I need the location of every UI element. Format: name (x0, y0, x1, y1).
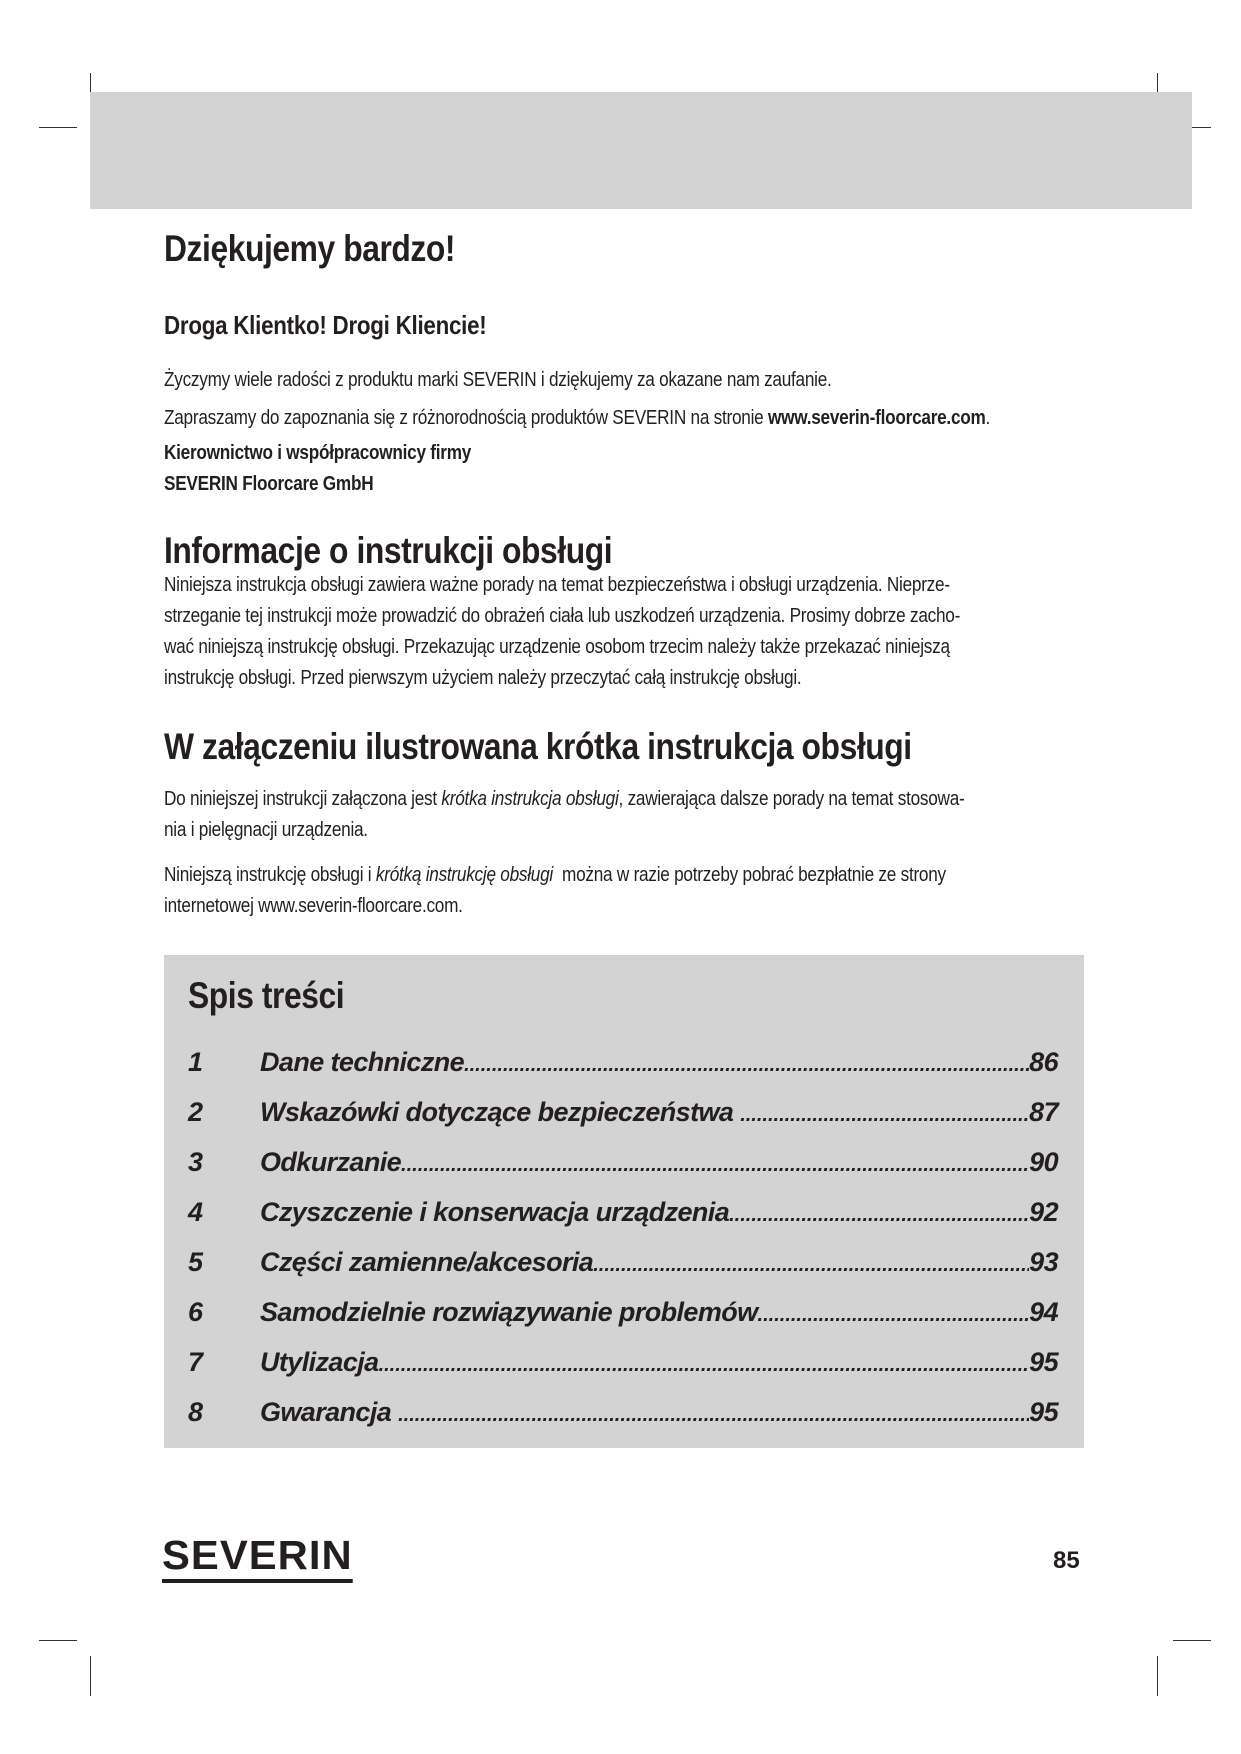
text: nia i pielęgnacji urządzenia. (164, 819, 368, 841)
paragraph-line: Niniejsza instrukcja obsługi zawiera ważne porady na temat bezpieczeństwa i obsługi urządzenia. Nieprze- (164, 574, 950, 596)
toc-page-number: 95 (1029, 1397, 1058, 1427)
toc-entry-title: Czyszczenie i konserwacja urządzenia (260, 1197, 730, 1227)
header-band (90, 92, 1192, 209)
dot-leader (593, 1254, 1029, 1277)
manual-info-paragraph (164, 570, 960, 694)
toc-entry[interactable] (188, 1247, 1058, 1287)
toc-number: 4 (188, 1197, 203, 1227)
toc-number: 2 (188, 1097, 203, 1127)
intro-line-1: Życzymy wiele radości z produktu marki SEVERIN i dziękujemy za okazane nam zaufanie. (164, 369, 832, 391)
intro-line-2-end: . (985, 407, 991, 429)
dot-leader (740, 1104, 1029, 1127)
toc-number: 5 (188, 1247, 203, 1277)
signature-line-2: SEVERIN Floorcare GmbH (164, 473, 374, 495)
paragraph-line: strzeganie tej instrukcji może prowadzić do obrażeń ciała lub uszkodzeń urządzenia. Prosimy dobrze zacho- (164, 605, 961, 627)
text: , zawierająca dalsze porady na temat stosowa- (618, 788, 965, 810)
toc-number: 8 (188, 1397, 203, 1427)
toc-entry[interactable] (188, 1347, 1058, 1387)
toc-title: Spis treści (188, 975, 345, 1016)
thanks-heading: Dziękujemy bardzo! (164, 228, 456, 269)
italic-text: krótka instrukcja obsługi (441, 788, 619, 810)
quick-guide-heading: W załączeniu ilustrowana krótka instrukcja obsługi (164, 726, 912, 767)
quick-guide-paragraph-1 (164, 784, 964, 846)
paragraph-line: wać niniejszą instrukcję obsługi. Przekazując urządzenie osobom trzecim należy także przekazać niniejszą (164, 636, 950, 658)
toc-entry[interactable] (188, 1047, 1058, 1087)
toc-page-number: 90 (1029, 1147, 1058, 1177)
intro-line-2 (164, 403, 990, 434)
toc-entry-title: Wskazówki dotyczące bezpieczeństwa (260, 1097, 741, 1127)
crop-mark (90, 1656, 91, 1696)
text: można w razie potrzeby pobrać bezpłatnie ze strony (552, 864, 946, 886)
dot-leader (401, 1154, 1029, 1177)
crop-mark (39, 127, 77, 128)
text: Niniejszą instrukcję obsługi i (164, 864, 376, 886)
toc-entry[interactable] (188, 1197, 1058, 1237)
quick-guide-paragraph-2 (164, 860, 946, 922)
toc-entry[interactable] (188, 1097, 1058, 1137)
salutation: Droga Klientko! Drogi Kliencie! (164, 310, 487, 340)
italic-text: krótką instrukcję obsługi (375, 864, 553, 886)
dot-leader (758, 1304, 1030, 1327)
signature-line-1: Kierownictwo i współpracownicy firmy (164, 442, 472, 464)
paragraph-line: instrukcję obsługi. Przed pierwszym użyciem należy przeczytać całą instrukcję obsługi. (164, 667, 802, 689)
toc-entry-title: Odkurzanie (260, 1147, 402, 1177)
toc-entry[interactable] (188, 1397, 1058, 1437)
toc-entry[interactable] (188, 1297, 1058, 1337)
dot-leader (729, 1204, 1029, 1227)
severin-logo: SEVERIN (162, 1535, 353, 1583)
toc-number: 7 (188, 1347, 203, 1377)
toc-entry-title: Gwarancja (260, 1397, 399, 1427)
text: Do niniejszej instrukcji załączona jest (164, 788, 442, 810)
dot-leader (379, 1354, 1030, 1377)
toc-entry[interactable] (188, 1147, 1058, 1187)
website-link[interactable]: www.severin-floorcare.com (768, 407, 986, 429)
toc-entry-title: Części zamienne/akcesoria (260, 1247, 594, 1277)
table-of-contents (164, 955, 1084, 1448)
crop-mark (1173, 1640, 1211, 1641)
toc-entry-title: Dane techniczne (260, 1047, 465, 1077)
toc-page-number: 93 (1029, 1247, 1058, 1277)
toc-entry-title: Samodzielnie rozwiązywanie problemów (260, 1297, 758, 1327)
crop-mark (39, 1640, 77, 1641)
toc-entry-title: Utylizacja (260, 1347, 379, 1377)
manual-info-heading: Informacje o instrukcji obsługi (164, 530, 613, 571)
toc-page-number: 94 (1029, 1297, 1058, 1327)
toc-number: 3 (188, 1147, 203, 1177)
toc-number: 1 (188, 1047, 203, 1077)
toc-number: 6 (188, 1297, 203, 1327)
toc-page-number: 87 (1029, 1097, 1058, 1127)
toc-page-number: 86 (1029, 1047, 1058, 1077)
toc-page-number: 92 (1029, 1197, 1058, 1227)
page-number: 85 (1053, 1547, 1080, 1574)
dot-leader (464, 1054, 1029, 1077)
intro-line-2-text: Zapraszamy do zapoznania się z różnorodnością produktów SEVERIN na stronie (164, 407, 769, 429)
text: internetowej www.severin-floorcare.com. (164, 895, 463, 917)
crop-mark (1157, 1656, 1158, 1696)
toc-page-number: 95 (1029, 1347, 1058, 1377)
dot-leader (398, 1404, 1029, 1427)
